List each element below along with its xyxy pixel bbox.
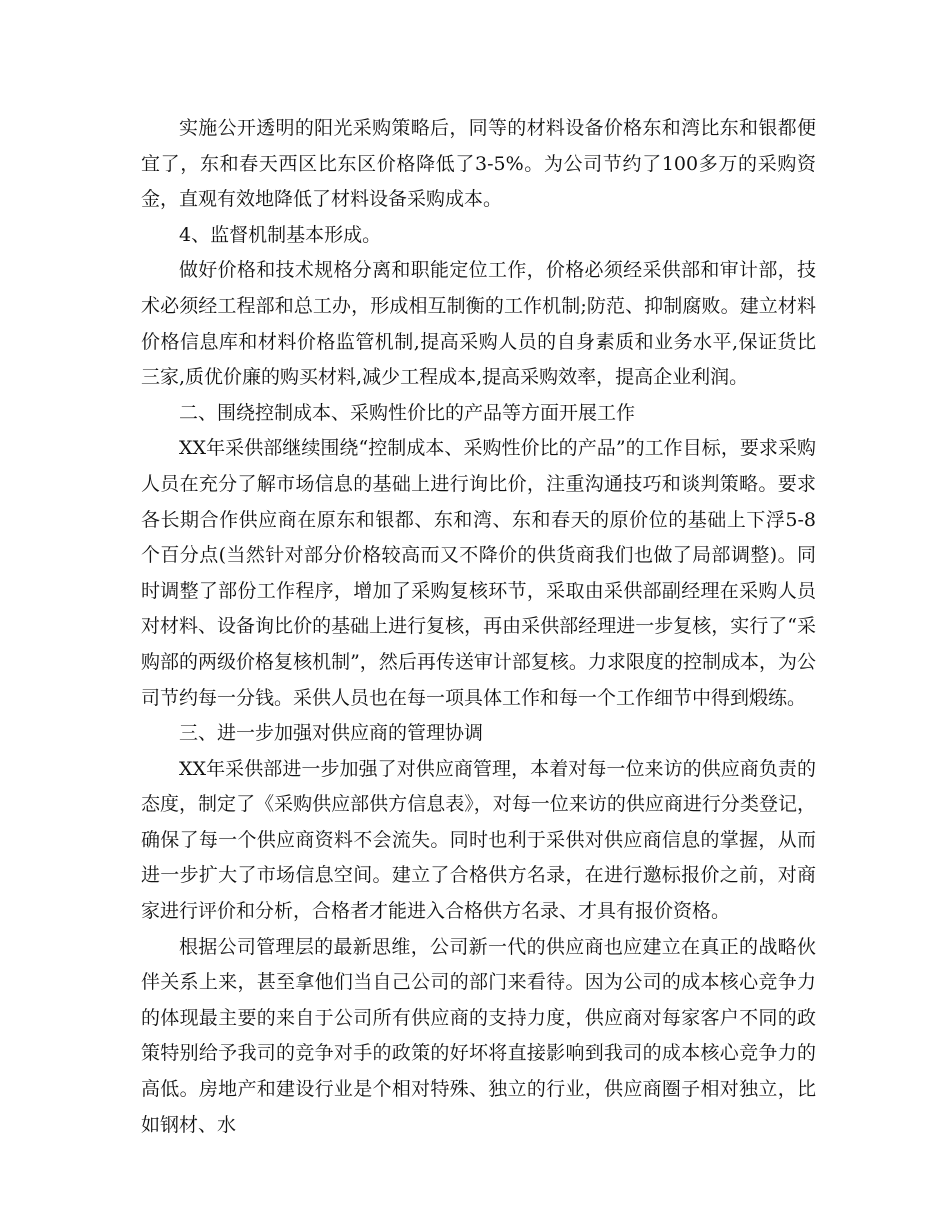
paragraph-cost-control: XX年采供部继续围绕“控制成本、采购性价比的产品”的工作目标，要求采购人员在充分了解市场信息的基础上进行询比价，注重沟通技巧和谈判策略。要求各长期合作供应商在原东和银都、东和湾、东和春天的原价位的基础上下浮5-8个百分点(当然针对部分价格较高而又不降价的供货商我们也做了局部调整)。同时调整了部份工作程序，增加了采购复核环节，采取由采供部副经理在采购人员对材料、设备询比价的基础上进行复核，再由采供部经理进一步复核，实行了“采购部的两级价格复核机制”，然后再传送审计部复核。力求限度的控制成本，为公司节约每一分钱。采供人员也在每一项具体工作和每一个工作细节中得到煅练。 [141, 437, 816, 709]
heading-section-three: 三、进一步加强对供应商的管理协调 [179, 722, 484, 745]
document-body [141, 111, 816, 1143]
paragraph-cost-savings: 实施公开透明的阳光采购策略后，同等的材料设备价格东和湾比东和银都便宜了，东和春天西区比东区价格降低了3-5%。为公司节约了100多万的采购资金，直观有效地降低了材料设备采购成本。 [141, 117, 816, 211]
heading-supervision-mechanism: 4、监督机制基本形成。 [179, 223, 382, 246]
paragraph-supplier-management: XX年采供部进一步加强了对供应商管理，本着对每一位来访的供应商负责的态度，制定了《采购供应部供方信息表》，对每一位来访的供应商进行分类登记，确保了每一个供应商资料不会流失。同时也利于采供对供应商信息的掌握，从而进一步扩大了市场信息空间。建立了合格供方名录，在进行邀标报价之前，对商家进行评价和分析，合格者才能进入合格供方名录、才具有报价资格。 [141, 757, 816, 923]
paragraph-supervision-details: 做好价格和技术规格分离和职能定位工作，价格必须经采供部和审计部，技术必须经工程部和总工办，形成相互制衡的工作机制;防范、抑制腐败。建立材料价格信息库和材料价格监管机制,提高采购人员的自身素质和业务水平,保证货比三家,质优价廉的购买材料,减少工程成本,提高采购效率，提高企业利润。 [141, 259, 816, 389]
paragraph-strategic-partnership: 根据公司管理层的最新思维，公司新一代的供应商也应建立在真正的战略伙伴关系上来，甚至拿他们当自己公司的部门来看待。因为公司的成本核心竞争力的体现最主要的来自于公司所有供应商的支持力度，供应商对每家客户不同的政策特别给予我司的竞争对手的政策的好坏将直接影响到我司的成本核心竞争力的高低。房地产和建设行业是个相对特殊、独立的行业，供应商圈子相对独立，比如钢材、水 [141, 935, 816, 1136]
heading-section-two: 二、围绕控制成本、采购性价比的产品等方面开展工作 [179, 401, 636, 424]
